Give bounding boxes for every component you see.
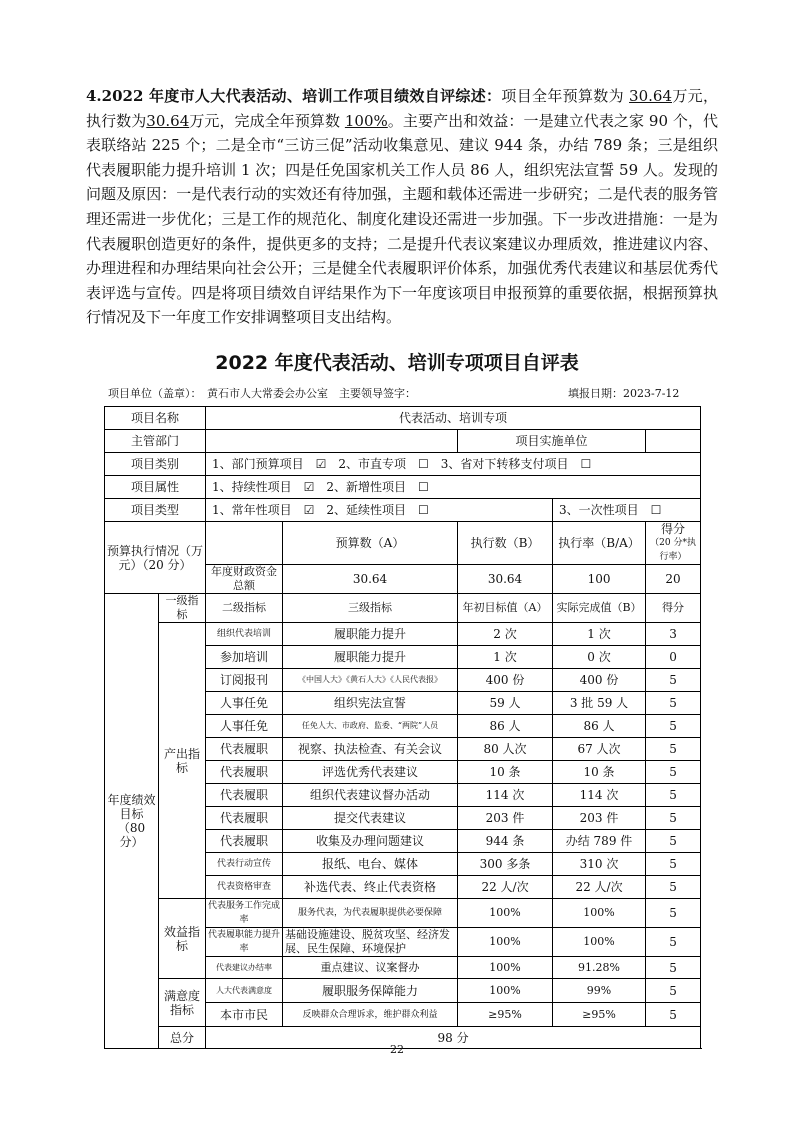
budget-value: 30.64 (283, 565, 458, 594)
row-target: 400 份 (458, 669, 553, 692)
cell-label: 主管部门 (105, 430, 206, 453)
row-score: 5 (646, 876, 701, 899)
row-target: 2 次 (458, 623, 553, 646)
row-target: 1 次 (458, 646, 553, 669)
row-target: 203 件 (458, 807, 553, 830)
cell-label: 年度财政资金总额 (206, 565, 283, 594)
table-row (105, 623, 701, 646)
score-note: （20 分*执行率） (650, 538, 696, 562)
row-target: 114 次 (458, 784, 553, 807)
row-score: 5 (646, 830, 701, 853)
row-actual: 办结 789 件 (553, 830, 646, 853)
col-header: 二级指标 (206, 594, 283, 623)
row-l2: 代表履职能力提升率 (206, 928, 283, 957)
budget-label: 预算执行情况（万元）（20 分） (105, 522, 206, 594)
row-actual: 99% (553, 979, 646, 1003)
row-target: 86 人 (458, 715, 553, 738)
row-l3: 报纸、电台、媒体 (283, 853, 458, 876)
row-actual: 91.28% (553, 957, 646, 979)
perf-label: 年度绩效目标（80 分） (105, 594, 159, 1049)
attribute-value: 1、持续性项目 ☑ 2、新增性项目 ☐ (206, 476, 701, 499)
fill-date: 填报日期：2023-7-12 (568, 387, 680, 400)
row-l3: 任免人大、市政府、监委、“两院”人员 (283, 715, 458, 738)
score-header: 得分 (661, 522, 686, 536)
dept-value (206, 430, 458, 453)
cell-label: 项目名称 (105, 407, 206, 430)
total-label: 总分 (159, 1027, 206, 1049)
row-l3: 《中国人大》《黄石人大》《人民代表报》 (283, 669, 458, 692)
row-score: 5 (646, 853, 701, 876)
row-l2: 参加培训 (206, 646, 283, 669)
row-l3: 履职能力提升 (283, 646, 458, 669)
row-actual: 100% (553, 928, 646, 957)
row-l3: 提交代表建议 (283, 807, 458, 830)
row-actual: 0 次 (553, 646, 646, 669)
row-l3: 视察、执法检查、有关会议 (283, 738, 458, 761)
row-target: 100% (458, 979, 553, 1003)
group-label: 满意度指标 (159, 979, 206, 1027)
row-l3: 重点建议、议案督办 (283, 957, 458, 979)
row-actual: 400 份 (553, 669, 646, 692)
category-value: 1、部门预算项目 ☑ 2、市直专项 ☐ 3、省对下转移支付项目 ☐ (206, 453, 701, 476)
row-actual: 310 次 (553, 853, 646, 876)
summary-text: 项目全年预算数为 (501, 87, 630, 105)
row-actual: ≥95% (553, 1003, 646, 1027)
col-header: 三级指标 (283, 594, 458, 623)
row-l2: 代表履职 (206, 807, 283, 830)
row-l2: 代表履职 (206, 761, 283, 784)
row-l3: 组织代表建议督办活动 (283, 784, 458, 807)
row-l2: 本市市民 (206, 1003, 283, 1027)
row-target: 80 人次 (458, 738, 553, 761)
cell-label: 项目属性 (105, 476, 206, 499)
row-actual: 10 条 (553, 761, 646, 784)
score-value: 20 (646, 565, 701, 594)
summary-text: 万元，完成全年预算数 (189, 111, 345, 130)
row-l2: 人大代表满意度 (206, 979, 283, 1003)
row-target: 10 条 (458, 761, 553, 784)
row-score: 5 (646, 957, 701, 979)
row-l3: 补选代表、终止代表资格 (283, 876, 458, 899)
row-actual: 67 人次 (553, 738, 646, 761)
row-score: 5 (646, 669, 701, 692)
row-l3: 组织宪法宣誓 (283, 692, 458, 715)
row-target: 944 条 (458, 830, 553, 853)
col-header: 执行率（B/A） (553, 522, 646, 565)
row-actual: 86 人 (553, 715, 646, 738)
row-l3: 评选优秀代表建议 (283, 761, 458, 784)
row-target: ≥95% (458, 1003, 553, 1027)
col-header: 得分 (646, 594, 701, 623)
row-l2: 代表行动宣传 (206, 853, 283, 876)
row-target: 100% (458, 957, 553, 979)
table-row (105, 979, 701, 1003)
row-l3: 基础设施建设、脱贫攻坚、经济发展、民生保障、环境保护 (283, 928, 458, 957)
table-title: 2022 年度代表活动、培训专项项目自评表 (215, 352, 579, 374)
row-l3: 履职能力提升 (283, 623, 458, 646)
exec-value: 30.64 (458, 565, 553, 594)
row-l2: 代表履职 (206, 830, 283, 853)
impl-value (646, 430, 701, 453)
row-l2: 代表资格审查 (206, 876, 283, 899)
row-score: 5 (646, 899, 701, 928)
row-score: 5 (646, 928, 701, 957)
row-actual: 114 次 (553, 784, 646, 807)
table-row (105, 899, 701, 928)
summary-rate: 100% (344, 111, 388, 130)
row-target: 100% (458, 899, 553, 928)
row-score: 5 (646, 761, 701, 784)
row-l3: 反映群众合理诉求，维护群众利益 (283, 1003, 458, 1027)
row-l2: 代表建议办结率 (206, 957, 283, 979)
row-target: 59 人 (458, 692, 553, 715)
row-score: 5 (646, 1003, 701, 1027)
row-l2: 人事任免 (206, 692, 283, 715)
row-l2: 组织代表培训 (206, 623, 283, 646)
type-value: 3、一次性项目 ☐ (553, 499, 701, 522)
page-number: 22 (390, 1043, 404, 1056)
row-target: 300 多条 (458, 853, 553, 876)
project-name: 代表活动、培训专项 (206, 407, 701, 430)
row-score: 0 (646, 646, 701, 669)
col-header: 预算数（A） (283, 522, 458, 565)
row-actual: 203 件 (553, 807, 646, 830)
summary-budget: 30.64 (629, 87, 672, 105)
group-label: 效益指标 (159, 899, 206, 979)
group-label: 产出指标 (159, 623, 206, 899)
row-l2: 人事任免 (206, 715, 283, 738)
row-l3: 服务代表，为代表履职提供必要保障 (283, 899, 458, 928)
row-l2: 代表履职 (206, 738, 283, 761)
summary-executed: 30.64 (146, 111, 190, 130)
row-actual: 3 批 59 人 (553, 692, 646, 715)
row-l3: 收集及办理问题建议 (283, 830, 458, 853)
cell-label: 项目类型 (105, 499, 206, 522)
row-actual: 1 次 (553, 623, 646, 646)
row-target: 22 人/次 (458, 876, 553, 899)
cell-label: 项目类别 (105, 453, 206, 476)
summary-text: 万元，执行数为 (86, 87, 718, 130)
summary-paragraph (86, 84, 718, 330)
row-l3: 履职服务保障能力 (283, 979, 458, 1003)
project-unit: 项目单位（盖章）： 黄石市人大常委会办公室 主要领导签字： (108, 387, 416, 400)
row-score: 5 (646, 979, 701, 1003)
row-l2: 订阅报刊 (206, 669, 283, 692)
summary-text: 。主要产出和效益：一是建立代表之家 90 个，代表联络站 225 个；二是全市“三访三促”活动收集意见、建议 944 条，办结 789 条；三是组织代表履职能力提升培训 1 次；四是任免国家机关工作人员 86 人，组织宪法宣誓 59 人。发现的问题及原因：一是代表行动的实效还有待加强，主题和载体还需进一步研究；二是代表的服务管理还需进一步优化；三是工作的规范化、制度化建设还需进一步加强。下一步改进措施：一是为代表履职创造更好的条件，提供更多的支持；二是提升代表议案建议办理质效，推进建议内容、办理进程和办理结果向社会公开；三是健全代表履职评价体系，加强优秀代表建议和基层优秀代表评选与宣传。四是将项目绩效自评结果作为下一年度该项目申报预算的重要依据，根据预算执行情况及下一年度工作安排调整项目支出结构。 (86, 111, 718, 327)
col-header: 年初目标值（A） (458, 594, 553, 623)
cell-label: 项目实施单位 (458, 430, 646, 453)
rate-value: 100 (553, 565, 646, 594)
col-header: 执行数（B） (458, 522, 553, 565)
blank-cell (206, 522, 283, 565)
row-score: 5 (646, 715, 701, 738)
row-score: 5 (646, 784, 701, 807)
row-l2: 代表履职 (206, 784, 283, 807)
row-actual: 22 人/次 (553, 876, 646, 899)
row-actual: 100% (553, 899, 646, 928)
total-value: 98 分 (206, 1027, 701, 1049)
row-score: 5 (646, 692, 701, 715)
row-score: 5 (646, 738, 701, 761)
row-score: 3 (646, 623, 701, 646)
row-score: 5 (646, 807, 701, 830)
col-header (646, 522, 701, 565)
col-header: 实际完成值（B） (553, 594, 646, 623)
row-target: 100% (458, 928, 553, 957)
col-header: 一级指标 (159, 594, 206, 623)
evaluation-table (104, 406, 701, 1049)
summary-lead: 4.2022 年度市人大代表活动、培训工作项目绩效自评综述： (86, 87, 502, 105)
row-l2: 代表服务工作完成率 (206, 899, 283, 928)
type-value: 1、常年性项目 ☑ 2、延续性项目 ☐ (206, 499, 553, 522)
